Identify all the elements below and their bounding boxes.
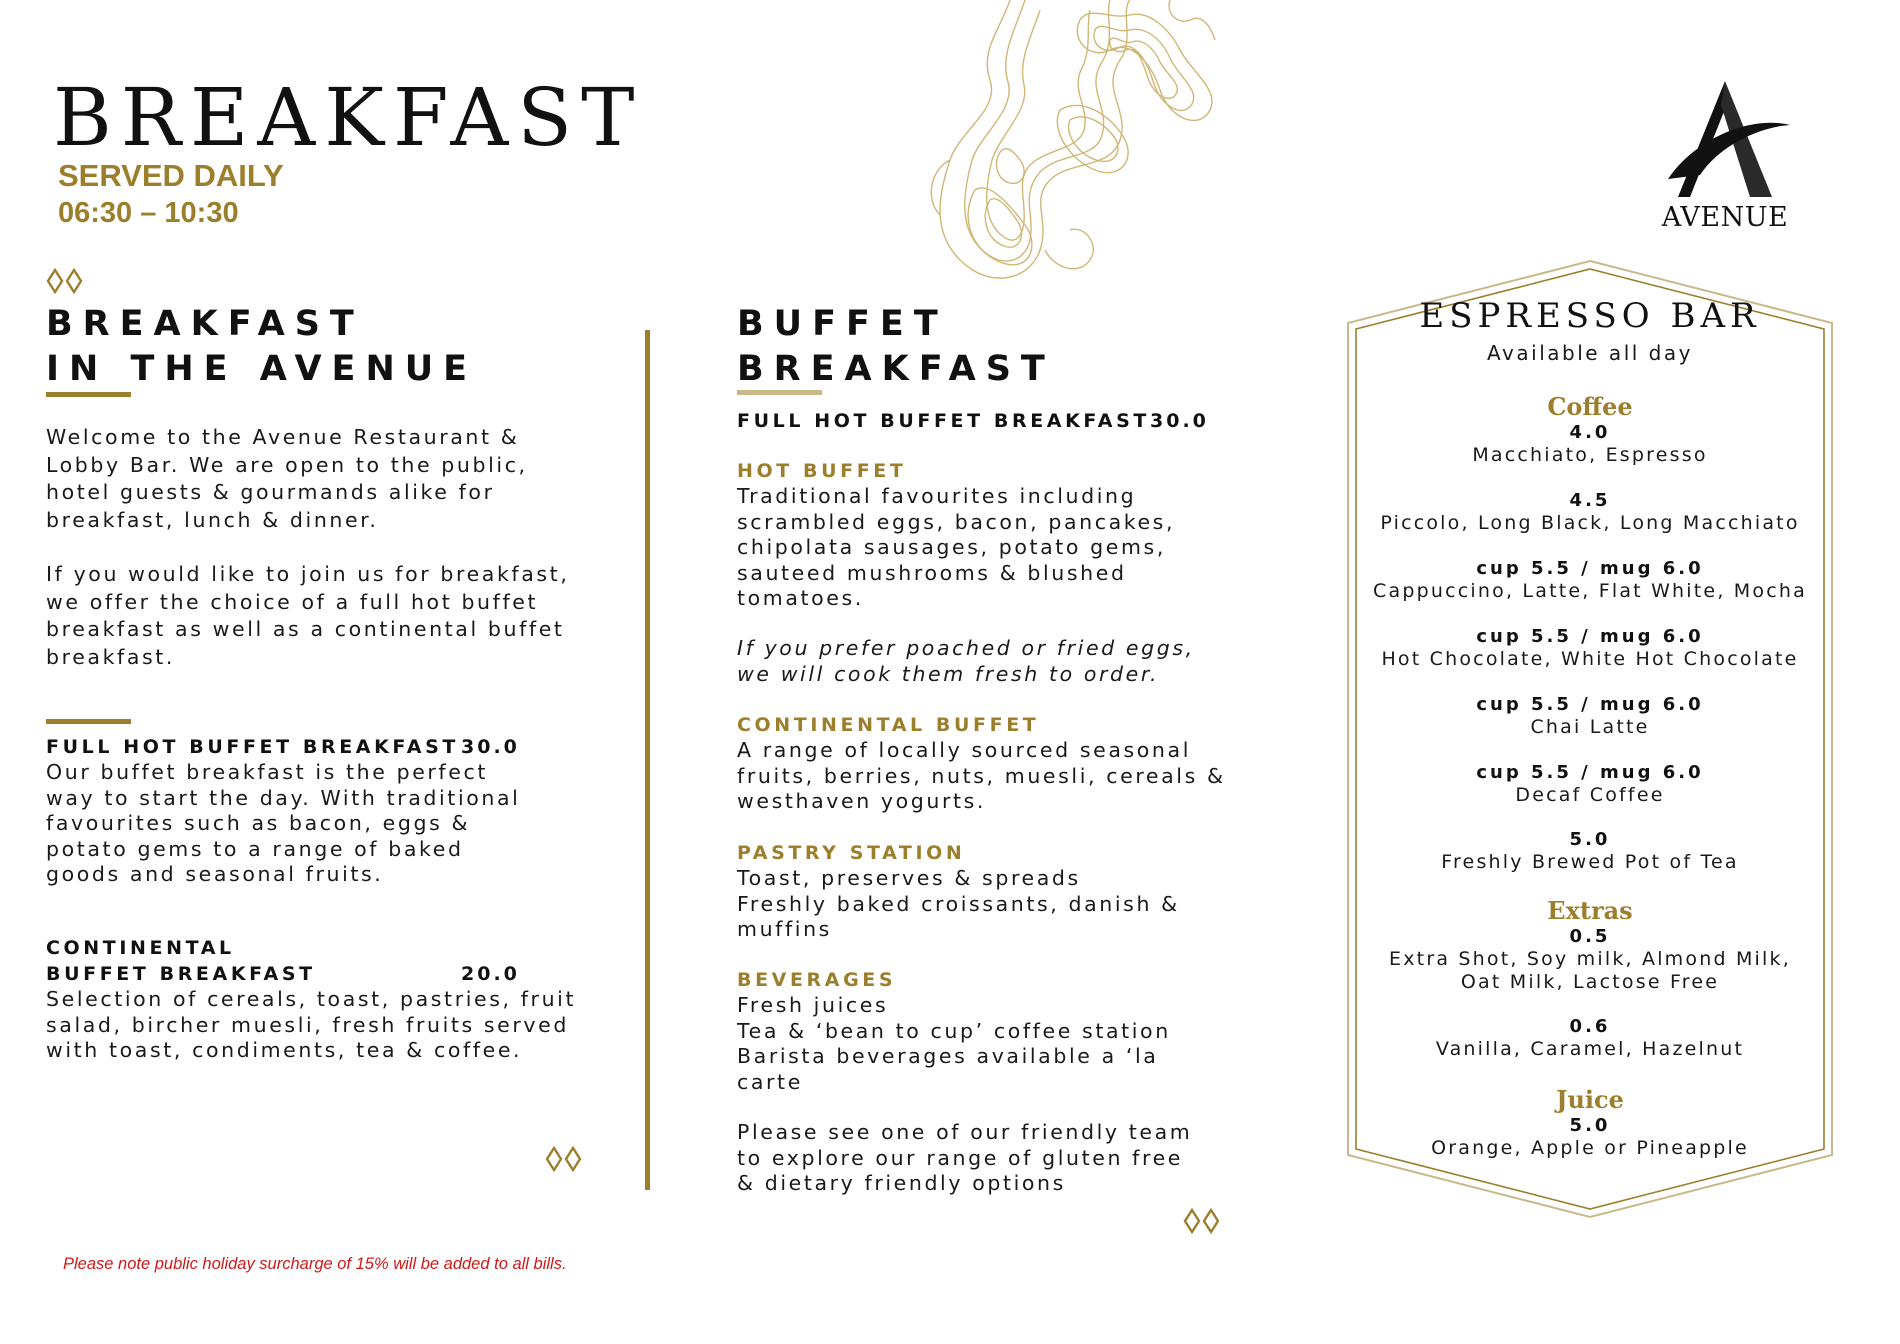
text-line: Barista beverages available a ‘la bbox=[737, 1044, 1159, 1069]
text-line: Freshly baked croissants, danish & bbox=[737, 891, 1180, 916]
menu-item-price: 30.0 bbox=[461, 736, 520, 758]
beverages-description bbox=[737, 993, 1257, 1095]
text-line: westhaven yogurts. bbox=[737, 789, 987, 814]
text-line: muffins bbox=[737, 917, 832, 942]
column-divider bbox=[645, 330, 650, 1190]
text-line: Our buffet breakfast is the perfect bbox=[46, 760, 488, 784]
text-line: favourites such as bacon, eggs & bbox=[46, 811, 471, 836]
coffee-description: Piccolo, Long Black, Long Macchiato bbox=[1380, 512, 1800, 534]
middle-heading-line1: BUFFET bbox=[737, 304, 948, 344]
text-line: hotel guests & gourmands alike for bbox=[46, 480, 495, 504]
extras-heading: Extras bbox=[1547, 896, 1633, 925]
menu-item-description bbox=[46, 987, 626, 1064]
text-line: breakfast, lunch & dinner. bbox=[46, 507, 379, 532]
coffee-price: cup 5.5 / mug 6.0 bbox=[1476, 558, 1704, 579]
menu-item-name: FULL HOT BUFFET BREAKFAST bbox=[46, 736, 459, 758]
text-line: & dietary friendly options bbox=[737, 1171, 1066, 1196]
continental-description bbox=[737, 738, 1257, 815]
text-line: fruits, berries, nuts, muesli, cereals & bbox=[737, 763, 1226, 788]
middle-heading-line2: BREAKFAST bbox=[737, 349, 1055, 389]
left-heading-line2: IN THE AVENUE bbox=[46, 349, 478, 389]
text-line: with toast, condiments, tea & coffee. bbox=[46, 1038, 523, 1063]
beverages-heading: BEVERAGES bbox=[737, 969, 897, 991]
text-line: goods and seasonal fruits. bbox=[46, 862, 384, 887]
extras-price: 0.6 bbox=[1569, 1016, 1611, 1037]
pastry-heading: PASTRY STATION bbox=[737, 842, 966, 864]
left-divider bbox=[46, 719, 131, 724]
menu-item-description bbox=[46, 760, 586, 888]
left-heading-line1: BREAKFAST bbox=[46, 304, 364, 344]
avenue-logo bbox=[1650, 75, 1800, 245]
text-line: carte bbox=[737, 1069, 803, 1094]
diamond-ornament-icon bbox=[1183, 1208, 1221, 1234]
coffee-description: Macchiato, Espresso bbox=[1472, 444, 1708, 466]
eggs-note bbox=[737, 636, 1257, 687]
extras-description: Vanilla, Caramel, Hazelnut bbox=[1435, 1038, 1745, 1060]
text-line: Toast, preserves & spreads bbox=[737, 866, 1081, 890]
pastry-description bbox=[737, 866, 1257, 943]
text-line: If you prefer poached or fried eggs, bbox=[737, 636, 1195, 660]
page-title: BREAKFAST bbox=[53, 71, 644, 164]
text-line: Tea & ‘bean to cup’ coffee station bbox=[737, 1018, 1171, 1043]
text-line: Welcome to the Avenue Restaurant & bbox=[46, 425, 520, 449]
served-daily-label: SERVED DAILY bbox=[58, 158, 284, 193]
juice-description: Orange, Apple or Pineapple bbox=[1431, 1137, 1749, 1159]
coffee-description: Decaf Coffee bbox=[1515, 784, 1665, 806]
left-heading-underline bbox=[46, 392, 131, 397]
text-line: Selection of cereals, toast, pastries, fruit bbox=[46, 987, 577, 1011]
coffee-price: 5.0 bbox=[1569, 829, 1611, 850]
hot-buffet-description bbox=[737, 484, 1257, 612]
left-intro-paragraph bbox=[46, 424, 586, 534]
text-line: Please see one of our friendly team bbox=[737, 1120, 1193, 1144]
menu-item-name: CONTINENTAL bbox=[46, 937, 235, 959]
espresso-bar-title: ESPRESSO BAR bbox=[1419, 296, 1761, 336]
juice-price: 5.0 bbox=[1569, 1115, 1611, 1136]
text-line: If you would like to join us for breakfast, bbox=[46, 562, 570, 586]
text-line: Fresh juices bbox=[737, 993, 889, 1017]
coffee-price: cup 5.5 / mug 6.0 bbox=[1476, 762, 1704, 783]
topographic-decoration bbox=[920, 0, 1220, 300]
menu-item-price: 20.0 bbox=[461, 963, 520, 985]
text-line: salad, bircher muesli, fresh fruits served bbox=[46, 1012, 569, 1037]
text-line: tomatoes. bbox=[737, 586, 864, 611]
text-line: Traditional favourites including bbox=[737, 484, 1137, 508]
text-line: Lobby Bar. We are open to the public, bbox=[46, 452, 528, 477]
text-line: we offer the choice of a full hot buffet bbox=[46, 589, 539, 614]
extras-description: Oat Milk, Lactose Free bbox=[1460, 971, 1720, 993]
extras-price: 0.5 bbox=[1569, 926, 1611, 947]
coffee-price: 4.5 bbox=[1569, 490, 1611, 511]
left-intro-paragraph-2 bbox=[46, 561, 606, 671]
coffee-description: Chai Latte bbox=[1530, 716, 1650, 738]
text-line: chipolata sausages, potato gems, bbox=[737, 535, 1166, 560]
text-line: breakfast. bbox=[46, 644, 176, 669]
coffee-heading: Coffee bbox=[1547, 392, 1633, 421]
logo-a-icon bbox=[1650, 75, 1800, 205]
coffee-description: Hot Chocolate, White Hot Chocolate bbox=[1381, 648, 1799, 670]
text-line: sauteed mushrooms & blushed bbox=[737, 560, 1127, 585]
extras-description: Extra Shot, Soy milk, Almond Milk, bbox=[1389, 948, 1791, 970]
logo-name: AVENUE bbox=[1661, 202, 1789, 233]
coffee-price: cup 5.5 / mug 6.0 bbox=[1476, 626, 1704, 647]
service-hours: 06:30 – 10:30 bbox=[58, 197, 239, 229]
juice-heading: Juice bbox=[1556, 1085, 1624, 1114]
coffee-price: cup 5.5 / mug 6.0 bbox=[1476, 694, 1704, 715]
continental-heading: CONTINENTAL BUFFET bbox=[737, 714, 1040, 736]
surcharge-note: Please note public holiday surcharge of 15% will be added to all bills. bbox=[63, 1255, 567, 1273]
text-line: way to start the day. With traditional bbox=[46, 785, 521, 810]
menu-item-name: BUFFET BREAKFAST bbox=[46, 963, 316, 985]
hot-buffet-heading: HOT BUFFET bbox=[737, 460, 907, 482]
diamond-ornament-icon bbox=[46, 268, 84, 294]
text-line: potato gems to a range of baked bbox=[46, 836, 464, 861]
text-line: scrambled eggs, bacon, pancakes, bbox=[737, 509, 1176, 534]
text-line: we will cook them fresh to order. bbox=[737, 661, 1160, 686]
menu-item-name: FULL HOT BUFFET BREAKFAST bbox=[737, 410, 1150, 432]
coffee-description: Cappuccino, Latte, Flat White, Mocha bbox=[1373, 580, 1807, 602]
espresso-bar-subtitle: Available all day bbox=[1487, 341, 1693, 365]
menu-item-price: 30.0 bbox=[1150, 410, 1209, 432]
text-line: A range of locally sourced seasonal bbox=[737, 738, 1191, 762]
text-line: breakfast as well as a continental buffet bbox=[46, 617, 565, 641]
text-line: to explore our range of gluten free bbox=[737, 1145, 1183, 1170]
coffee-description: Freshly Brewed Pot of Tea bbox=[1441, 851, 1739, 873]
diamond-ornament-icon bbox=[545, 1146, 583, 1172]
coffee-price: 4.0 bbox=[1569, 422, 1611, 443]
middle-heading-underline bbox=[737, 390, 822, 395]
dietary-note bbox=[737, 1120, 1257, 1197]
